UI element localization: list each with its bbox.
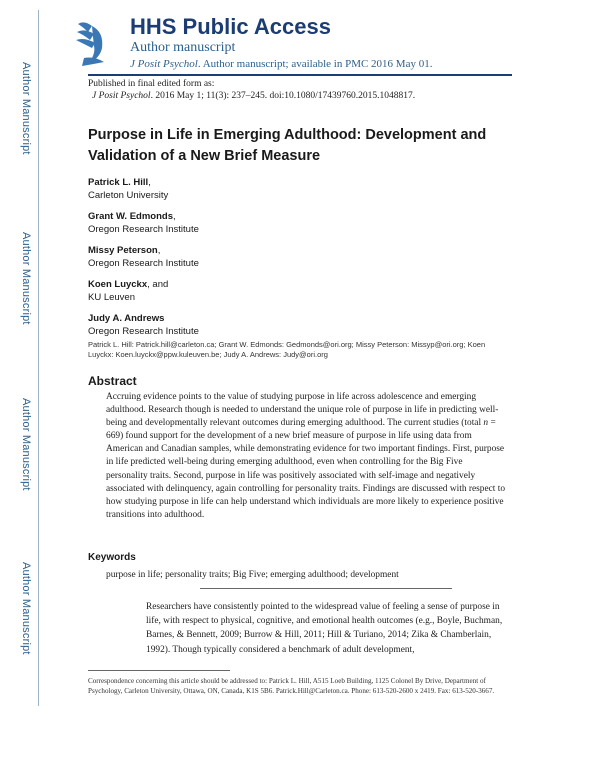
hhs-public-access-title: HHS Public Access [130,14,331,39]
availability-text: . Author manuscript; available in PMC 2016 May 01. [197,58,433,70]
author-entry [88,210,199,244]
abstract-text-part: = 669) found support for the development of a new brief measure of purpose in life using data from American and Canadian samples, while demonstrating evidence for two important findings. First, purpose in life predicted well-being during emerging adulthood, even when controlling for the Big Five personality traits. Second, purpose in life was positively associated with self-image and negatively associated with delinquency, again controlling for personality traits. Findings are discussed with respect to how studying purpose in life can help understand which individuals are more likely to experience positive transitions into adulthood. [106,418,506,520]
body-paragraph: Researchers have consistently pointed to the widespread value of feeling a sense of purpose in life, with respect to physical, cognitive, and emotional health outcomes (e.g., Boyle, Buchman, Barnes, & Bennett, 2009; Burrow & Hill, 2011; Hill & Turiano, 2014; Zika & Chamberlain, 1992). Though typically considered a benchmark of adult development, [146,602,503,655]
author-name: Missy Peterson [88,245,158,256]
author-name: Judy A. Andrews [88,313,165,324]
abstract-text [106,391,506,522]
author-name: Koen Luyckx [88,279,148,290]
author-separator: , [157,245,161,256]
author-entry [88,278,199,312]
author-separator: , [172,211,176,222]
side-label-author-manuscript: Author Manuscript [20,232,32,325]
author-manuscript-label: Author manuscript [130,40,236,55]
author-list [88,176,199,346]
author-affiliation: KU Leuven [88,292,136,303]
correspondence-footnote: Correspondence concerning this article should be addressed to: Patrick L. Hill, A515 Loeb Building, 1125 Colonel By Drive, Department of Psychology, Carleton University, Ottawa, ON, Canada, K1S 5B6. Patrick.Hill@Carleton.ca. Phone: 613-520-2600 x 2419. Fax: 613-520-3667. [88,677,495,695]
journal-abbrev: J Posit Psychol [130,58,198,70]
side-label-author-manuscript: Author Manuscript [20,398,32,491]
article-title: Purpose in Life in Emerging Adulthood: Development and Validation of a New Brief Measure [88,127,487,164]
publication-note [88,78,415,102]
author-affiliation: Oregon Research Institute [88,326,199,337]
sample-size-symbol: n [483,418,489,429]
availability-line [130,58,432,70]
publication-citation [88,90,415,102]
author-emails: Patrick L. Hill: Patrick.hill@carleton.ca; Grant W. Edmonds: Gedmonds@ori.org; Missy Peterson: Missyp@ori.org; Koen Luyckx: Koen.luyckx@ppw.kuleuven.be; Judy A. Andrews: Judy@ori.org [88,340,486,359]
abstract-text-part: Accruing evidence points to the value of studying purpose in life across adolescence and emerging adulthood. Research though is needed to understand the unique role of purpose in life in predicting well-being and developmentally relevant outcomes during emerging adulthood. The current studies (total [106,392,499,429]
author-entry [88,176,199,210]
side-label-author-manuscript: Author Manuscript [20,562,32,655]
hhs-eagle-logo-icon [74,18,112,68]
section-divider [200,588,452,589]
author-entry [88,244,199,278]
footnote-divider [88,670,230,671]
side-label-author-manuscript: Author Manuscript [20,62,32,155]
author-affiliation: Carleton University [88,190,169,201]
keywords-text: purpose in life; personality traits; Big Five; emerging adulthood; development [106,570,399,580]
author-affiliation: Oregon Research Institute [88,258,199,269]
author-separator: , and [147,279,169,290]
side-divider [38,10,39,706]
publication-journal: J Posit Psychol [92,91,151,101]
author-name: Grant W. Edmonds [88,211,173,222]
abstract-heading: Abstract [88,374,137,388]
author-name: Patrick L. Hill [88,177,149,188]
header-divider [88,74,512,76]
author-affiliation: Oregon Research Institute [88,224,199,235]
author-separator: , [148,177,151,188]
publication-label: Published in final edited form as: [88,79,215,89]
publication-citation-text: . 2016 May 1; 11(3): 237–245. doi:10.1080/17439760.2015.1048817. [150,91,416,101]
keywords-heading: Keywords [88,552,136,563]
